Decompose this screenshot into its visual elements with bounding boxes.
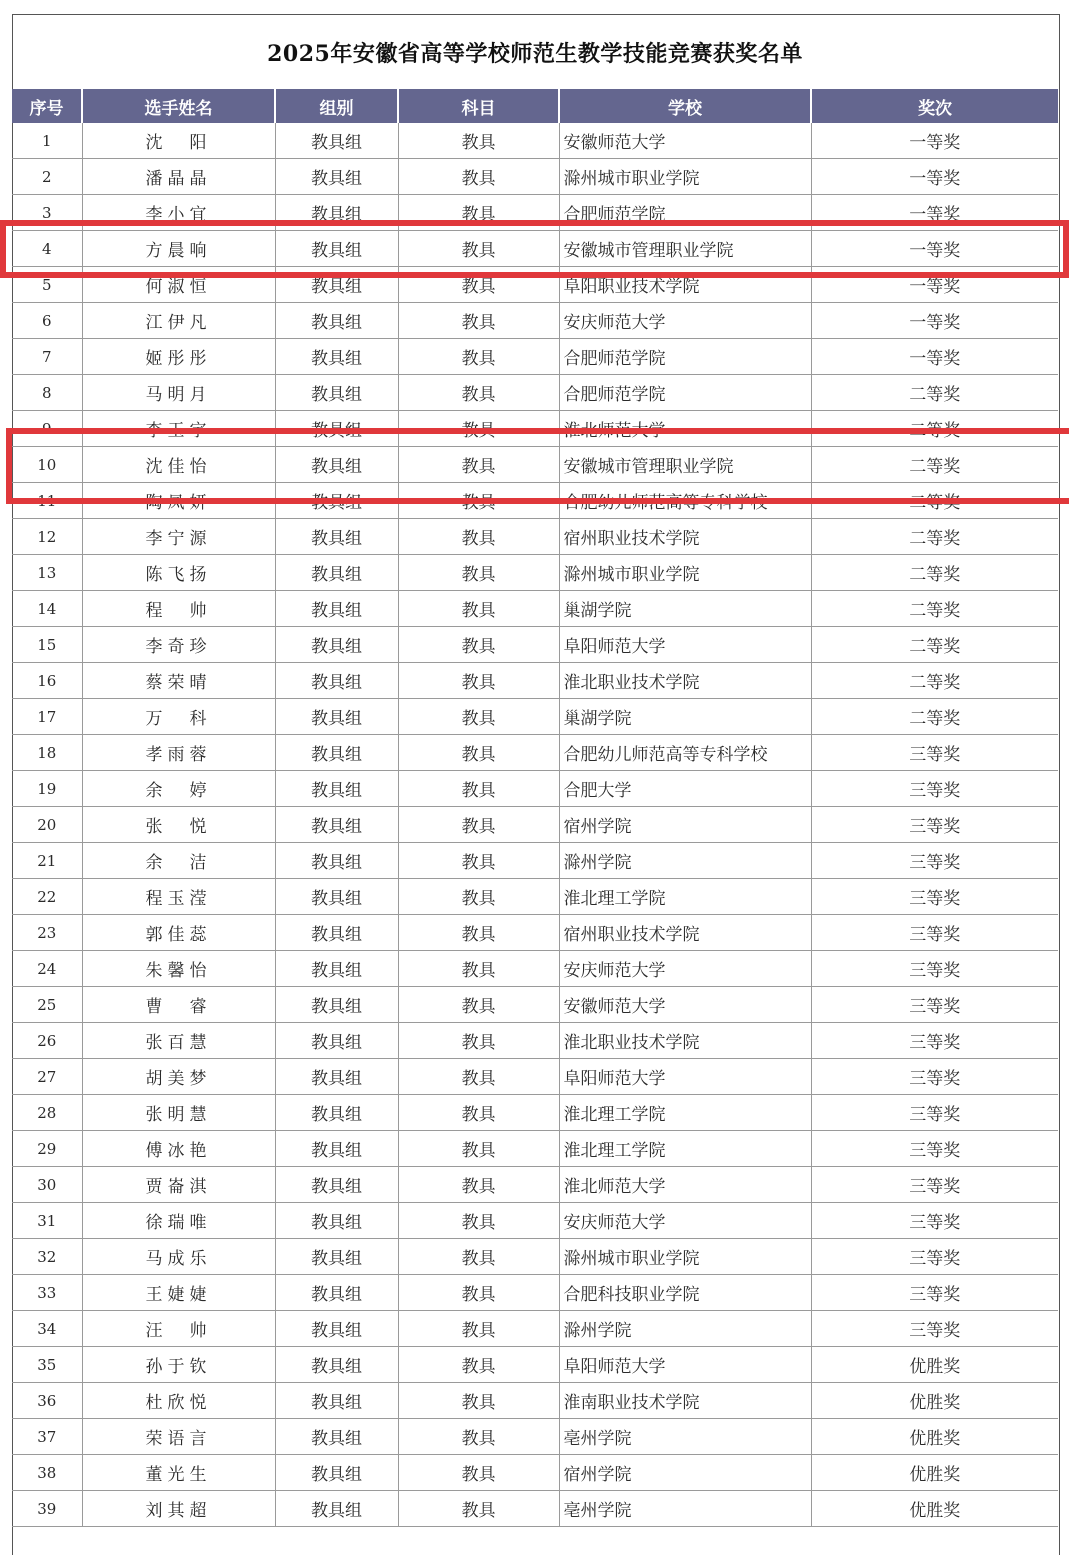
cell-group: 教具组 xyxy=(275,1131,398,1167)
cell-group: 教具组 xyxy=(275,303,398,339)
table-row xyxy=(12,1491,1058,1527)
cell-subject: 教具 xyxy=(398,519,559,555)
cell-group: 教具组 xyxy=(275,447,398,483)
cell-award: 三等奖 xyxy=(811,735,1058,771)
cell-award: 一等奖 xyxy=(811,195,1058,231)
cell-name: 沈佳怡 xyxy=(82,447,275,483)
table-row xyxy=(12,555,1058,591)
cell-group: 教具组 xyxy=(275,987,398,1023)
cell-school: 合肥幼儿师范高等专科学校 xyxy=(559,735,811,771)
cell-name: 朱馨怡 xyxy=(82,951,275,987)
cell-index: 6 xyxy=(12,303,82,339)
cell-school: 安庆师范大学 xyxy=(559,303,811,339)
cell-award: 一等奖 xyxy=(811,303,1058,339)
cell-name: 李玉宇 xyxy=(82,411,275,447)
cell-index: 26 xyxy=(12,1023,82,1059)
cell-school: 合肥师范学院 xyxy=(559,195,811,231)
cell-school: 合肥科技职业学院 xyxy=(559,1275,811,1311)
cell-index: 22 xyxy=(12,879,82,915)
cell-index: 36 xyxy=(12,1383,82,1419)
cell-school: 阜阳师范大学 xyxy=(559,627,811,663)
cell-subject: 教具 xyxy=(398,735,559,771)
cell-name: 万 科 xyxy=(82,699,275,735)
cell-award: 三等奖 xyxy=(811,1131,1058,1167)
cell-index: 38 xyxy=(12,1455,82,1491)
cell-school: 宿州职业技术学院 xyxy=(559,519,811,555)
cell-award: 优胜奖 xyxy=(811,1383,1058,1419)
cell-index: 3 xyxy=(12,195,82,231)
cell-name: 蔡荣晴 xyxy=(82,663,275,699)
cell-award: 二等奖 xyxy=(811,627,1058,663)
cell-group: 教具组 xyxy=(275,1203,398,1239)
table-row xyxy=(12,699,1058,735)
cell-award: 优胜奖 xyxy=(811,1419,1058,1455)
cell-name: 余 婷 xyxy=(82,771,275,807)
cell-subject: 教具 xyxy=(398,1167,559,1203)
cell-subject: 教具 xyxy=(398,411,559,447)
cell-subject: 教具 xyxy=(398,555,559,591)
cell-subject: 教具 xyxy=(398,1131,559,1167)
cell-school: 淮北职业技术学院 xyxy=(559,663,811,699)
cell-school: 滁州城市职业学院 xyxy=(559,1239,811,1275)
table-row xyxy=(12,159,1058,195)
cell-award: 二等奖 xyxy=(811,411,1058,447)
cell-subject: 教具 xyxy=(398,591,559,627)
cell-group: 教具组 xyxy=(275,411,398,447)
cell-group: 教具组 xyxy=(275,195,398,231)
cell-name: 刘其超 xyxy=(82,1491,275,1527)
cell-school: 巢湖学院 xyxy=(559,591,811,627)
cell-school: 合肥大学 xyxy=(559,771,811,807)
table-row xyxy=(12,1419,1058,1455)
cell-group: 教具组 xyxy=(275,123,398,159)
highlight-box-row-4 xyxy=(0,220,1069,278)
table-row xyxy=(12,303,1058,339)
table-row xyxy=(12,1131,1058,1167)
cell-award: 优胜奖 xyxy=(811,1347,1058,1383)
table-row xyxy=(12,1203,1058,1239)
cell-school: 宿州学院 xyxy=(559,807,811,843)
cell-award: 一等奖 xyxy=(811,267,1058,303)
table-row xyxy=(12,1311,1058,1347)
cell-index: 29 xyxy=(12,1131,82,1167)
cell-index: 21 xyxy=(12,843,82,879)
cell-award: 二等奖 xyxy=(811,375,1058,411)
cell-index: 33 xyxy=(12,1275,82,1311)
cell-subject: 教具 xyxy=(398,1275,559,1311)
cell-school: 合肥师范学院 xyxy=(559,339,811,375)
table-row xyxy=(12,123,1058,159)
column-header-group: 组别 xyxy=(275,89,398,123)
cell-school: 合肥幼儿师范高等专科学校 xyxy=(559,483,811,519)
cell-group: 教具组 xyxy=(275,1095,398,1131)
cell-award: 二等奖 xyxy=(811,519,1058,555)
table-row xyxy=(12,1383,1058,1419)
cell-index: 32 xyxy=(12,1239,82,1275)
cell-index: 17 xyxy=(12,699,82,735)
cell-award: 二等奖 xyxy=(811,555,1058,591)
cell-name: 潘晶晶 xyxy=(82,159,275,195)
cell-index: 14 xyxy=(12,591,82,627)
cell-subject: 教具 xyxy=(398,987,559,1023)
table-row xyxy=(12,1023,1058,1059)
cell-name: 陈飞扬 xyxy=(82,555,275,591)
cell-award: 一等奖 xyxy=(811,159,1058,195)
cell-name: 李小宜 xyxy=(82,195,275,231)
cell-group: 教具组 xyxy=(275,591,398,627)
cell-subject: 教具 xyxy=(398,1419,559,1455)
cell-name: 郭佳蕊 xyxy=(82,915,275,951)
cell-index: 20 xyxy=(12,807,82,843)
cell-name: 胡美梦 xyxy=(82,1059,275,1095)
cell-subject: 教具 xyxy=(398,951,559,987)
cell-school: 合肥师范学院 xyxy=(559,375,811,411)
cell-group: 教具组 xyxy=(275,1347,398,1383)
cell-school: 阜阳师范大学 xyxy=(559,1347,811,1383)
cell-index: 12 xyxy=(12,519,82,555)
cell-school: 安徽师范大学 xyxy=(559,987,811,1023)
cell-school: 阜阳师范大学 xyxy=(559,1059,811,1095)
cell-index: 5 xyxy=(12,267,82,303)
cell-subject: 教具 xyxy=(398,339,559,375)
cell-award: 三等奖 xyxy=(811,843,1058,879)
cell-group: 教具组 xyxy=(275,1419,398,1455)
cell-subject: 教具 xyxy=(398,159,559,195)
cell-school: 亳州学院 xyxy=(559,1491,811,1527)
cell-subject: 教具 xyxy=(398,1347,559,1383)
cell-subject: 教具 xyxy=(398,195,559,231)
cell-subject: 教具 xyxy=(398,1095,559,1131)
cell-school: 淮北师范大学 xyxy=(559,411,811,447)
cell-group: 教具组 xyxy=(275,1311,398,1347)
cell-index: 23 xyxy=(12,915,82,951)
cell-name: 张明慧 xyxy=(82,1095,275,1131)
cell-index: 4 xyxy=(12,231,82,267)
cell-index: 1 xyxy=(12,123,82,159)
table-row xyxy=(12,375,1058,411)
cell-award: 三等奖 xyxy=(811,1239,1058,1275)
table-row xyxy=(12,1239,1058,1275)
cell-index: 34 xyxy=(12,1311,82,1347)
cell-index: 19 xyxy=(12,771,82,807)
cell-award: 三等奖 xyxy=(811,879,1058,915)
cell-school: 淮北职业技术学院 xyxy=(559,1023,811,1059)
cell-subject: 教具 xyxy=(398,627,559,663)
cell-group: 教具组 xyxy=(275,1059,398,1095)
cell-award: 二等奖 xyxy=(811,699,1058,735)
cell-index: 25 xyxy=(12,987,82,1023)
cell-group: 教具组 xyxy=(275,915,398,951)
cell-school: 淮北师范大学 xyxy=(559,1167,811,1203)
cell-award: 三等奖 xyxy=(811,1023,1058,1059)
cell-group: 教具组 xyxy=(275,1275,398,1311)
cell-name: 何淑恒 xyxy=(82,267,275,303)
cell-name: 贾崙淇 xyxy=(82,1167,275,1203)
cell-subject: 教具 xyxy=(398,915,559,951)
cell-index: 27 xyxy=(12,1059,82,1095)
cell-group: 教具组 xyxy=(275,1455,398,1491)
cell-group: 教具组 xyxy=(275,735,398,771)
cell-group: 教具组 xyxy=(275,1491,398,1527)
table-row xyxy=(12,771,1058,807)
table-row xyxy=(12,951,1058,987)
cell-group: 教具组 xyxy=(275,159,398,195)
cell-index: 30 xyxy=(12,1167,82,1203)
cell-group: 教具组 xyxy=(275,375,398,411)
cell-school: 淮北理工学院 xyxy=(559,1131,811,1167)
cell-award: 一等奖 xyxy=(811,231,1058,267)
cell-award: 二等奖 xyxy=(811,447,1058,483)
cell-group: 教具组 xyxy=(275,339,398,375)
cell-group: 教具组 xyxy=(275,807,398,843)
cell-award: 优胜奖 xyxy=(811,1455,1058,1491)
cell-school: 滁州城市职业学院 xyxy=(559,555,811,591)
cell-index: 11 xyxy=(12,483,82,519)
cell-name: 程玉滢 xyxy=(82,879,275,915)
cell-subject: 教具 xyxy=(398,1311,559,1347)
cell-award: 三等奖 xyxy=(811,1059,1058,1095)
cell-name: 张 悦 xyxy=(82,807,275,843)
cell-index: 10 xyxy=(12,447,82,483)
cell-award: 优胜奖 xyxy=(811,1491,1058,1527)
cell-award: 三等奖 xyxy=(811,1167,1058,1203)
column-header-school: 学校 xyxy=(559,89,811,123)
cell-index: 35 xyxy=(12,1347,82,1383)
cell-index: 37 xyxy=(12,1419,82,1455)
cell-subject: 教具 xyxy=(398,843,559,879)
cell-subject: 教具 xyxy=(398,123,559,159)
cell-subject: 教具 xyxy=(398,1383,559,1419)
cell-award: 一等奖 xyxy=(811,123,1058,159)
cell-school: 安徽城市管理职业学院 xyxy=(559,447,811,483)
table-row xyxy=(12,843,1058,879)
table-row xyxy=(12,987,1058,1023)
cell-name: 杜欣悦 xyxy=(82,1383,275,1419)
table-row xyxy=(12,1095,1058,1131)
cell-name: 汪 帅 xyxy=(82,1311,275,1347)
cell-name: 江伊凡 xyxy=(82,303,275,339)
cell-school: 巢湖学院 xyxy=(559,699,811,735)
cell-name: 李奇珍 xyxy=(82,627,275,663)
cell-subject: 教具 xyxy=(398,879,559,915)
cell-index: 15 xyxy=(12,627,82,663)
cell-name: 马成乐 xyxy=(82,1239,275,1275)
cell-name: 张百慧 xyxy=(82,1023,275,1059)
highlight-box-row-10 xyxy=(6,428,1069,504)
cell-award: 二等奖 xyxy=(811,663,1058,699)
cell-group: 教具组 xyxy=(275,771,398,807)
cell-group: 教具组 xyxy=(275,879,398,915)
cell-award: 三等奖 xyxy=(811,1203,1058,1239)
cell-group: 教具组 xyxy=(275,663,398,699)
table-row xyxy=(12,1059,1058,1095)
cell-group: 教具组 xyxy=(275,1383,398,1419)
cell-name: 程 帅 xyxy=(82,591,275,627)
table-row xyxy=(12,627,1058,663)
cell-subject: 教具 xyxy=(398,1491,559,1527)
document-title: 2025年安徽省高等学校师范生教学技能竞赛获奖名单 xyxy=(267,40,803,67)
table-row xyxy=(12,519,1058,555)
cell-name: 荣语言 xyxy=(82,1419,275,1455)
cell-name: 沈 阳 xyxy=(82,123,275,159)
cell-school: 宿州职业技术学院 xyxy=(559,915,811,951)
awards-table xyxy=(12,89,1058,1527)
cell-name: 孝雨蓉 xyxy=(82,735,275,771)
cell-award: 三等奖 xyxy=(811,1275,1058,1311)
cell-group: 教具组 xyxy=(275,231,398,267)
cell-index: 8 xyxy=(12,375,82,411)
cell-school: 滁州学院 xyxy=(559,843,811,879)
cell-school: 安庆师范大学 xyxy=(559,951,811,987)
cell-award: 三等奖 xyxy=(811,987,1058,1023)
table-row xyxy=(12,915,1058,951)
cell-subject: 教具 xyxy=(398,663,559,699)
column-header-award: 奖次 xyxy=(811,89,1058,123)
cell-subject: 教具 xyxy=(398,699,559,735)
table-row xyxy=(12,663,1058,699)
cell-name: 徐瑞唯 xyxy=(82,1203,275,1239)
cell-subject: 教具 xyxy=(398,807,559,843)
cell-index: 31 xyxy=(12,1203,82,1239)
cell-school: 滁州学院 xyxy=(559,1311,811,1347)
cell-index: 9 xyxy=(12,411,82,447)
cell-award: 三等奖 xyxy=(811,771,1058,807)
table-row xyxy=(12,1167,1058,1203)
table-row xyxy=(12,1275,1058,1311)
table-row xyxy=(12,879,1058,915)
cell-group: 教具组 xyxy=(275,843,398,879)
cell-award: 三等奖 xyxy=(811,951,1058,987)
cell-award: 三等奖 xyxy=(811,915,1058,951)
cell-award: 三等奖 xyxy=(811,807,1058,843)
cell-school: 淮北理工学院 xyxy=(559,879,811,915)
cell-school: 阜阳职业技术学院 xyxy=(559,267,811,303)
cell-subject: 教具 xyxy=(398,303,559,339)
cell-group: 教具组 xyxy=(275,627,398,663)
cell-group: 教具组 xyxy=(275,1239,398,1275)
column-header-subject: 科目 xyxy=(398,89,559,123)
cell-subject: 教具 xyxy=(398,375,559,411)
cell-award: 三等奖 xyxy=(811,1311,1058,1347)
cell-group: 教具组 xyxy=(275,555,398,591)
cell-award: 二等奖 xyxy=(811,591,1058,627)
cell-index: 2 xyxy=(12,159,82,195)
cell-name: 曹 睿 xyxy=(82,987,275,1023)
cell-group: 教具组 xyxy=(275,951,398,987)
cell-school: 淮南职业技术学院 xyxy=(559,1383,811,1419)
cell-name: 董光生 xyxy=(82,1455,275,1491)
cell-subject: 教具 xyxy=(398,267,559,303)
cell-school: 宿州学院 xyxy=(559,1455,811,1491)
cell-index: 7 xyxy=(12,339,82,375)
cell-name: 孙于钦 xyxy=(82,1347,275,1383)
table-row xyxy=(12,1455,1058,1491)
cell-group: 教具组 xyxy=(275,267,398,303)
cell-subject: 教具 xyxy=(398,1239,559,1275)
cell-group: 教具组 xyxy=(275,1167,398,1203)
cell-subject: 教具 xyxy=(398,1455,559,1491)
cell-name: 余 洁 xyxy=(82,843,275,879)
cell-name: 王婕婕 xyxy=(82,1275,275,1311)
cell-subject: 教具 xyxy=(398,1203,559,1239)
table-row xyxy=(12,735,1058,771)
table-row xyxy=(12,807,1058,843)
cell-award: 一等奖 xyxy=(811,339,1058,375)
cell-subject: 教具 xyxy=(398,483,559,519)
cell-group: 教具组 xyxy=(275,483,398,519)
cell-school: 安徽师范大学 xyxy=(559,123,811,159)
cell-subject: 教具 xyxy=(398,231,559,267)
cell-group: 教具组 xyxy=(275,1023,398,1059)
cell-index: 39 xyxy=(12,1491,82,1527)
cell-index: 18 xyxy=(12,735,82,771)
cell-award: 三等奖 xyxy=(811,1095,1058,1131)
cell-name: 李宁源 xyxy=(82,519,275,555)
cell-index: 16 xyxy=(12,663,82,699)
cell-school: 滁州城市职业学院 xyxy=(559,159,811,195)
cell-index: 13 xyxy=(12,555,82,591)
cell-award: 二等奖 xyxy=(811,483,1058,519)
cell-school: 淮北理工学院 xyxy=(559,1095,811,1131)
cell-subject: 教具 xyxy=(398,447,559,483)
table-row xyxy=(12,1347,1058,1383)
table-row xyxy=(12,339,1058,375)
cell-name: 马明月 xyxy=(82,375,275,411)
cell-index: 28 xyxy=(12,1095,82,1131)
table-header-row xyxy=(12,89,1058,123)
cell-group: 教具组 xyxy=(275,519,398,555)
cell-school: 安徽城市管理职业学院 xyxy=(559,231,811,267)
cell-group: 教具组 xyxy=(275,699,398,735)
cell-subject: 教具 xyxy=(398,771,559,807)
cell-subject: 教具 xyxy=(398,1059,559,1095)
column-header-index: 序号 xyxy=(12,89,82,123)
cell-name: 姬彤彤 xyxy=(82,339,275,375)
cell-subject: 教具 xyxy=(398,1023,559,1059)
cell-school: 亳州学院 xyxy=(559,1419,811,1455)
cell-index: 24 xyxy=(12,951,82,987)
table-row xyxy=(12,591,1058,627)
column-header-name: 选手姓名 xyxy=(82,89,275,123)
cell-name: 方晨响 xyxy=(82,231,275,267)
cell-name: 傅冰艳 xyxy=(82,1131,275,1167)
cell-school: 安庆师范大学 xyxy=(559,1203,811,1239)
cell-name: 陶凤妍 xyxy=(82,483,275,519)
